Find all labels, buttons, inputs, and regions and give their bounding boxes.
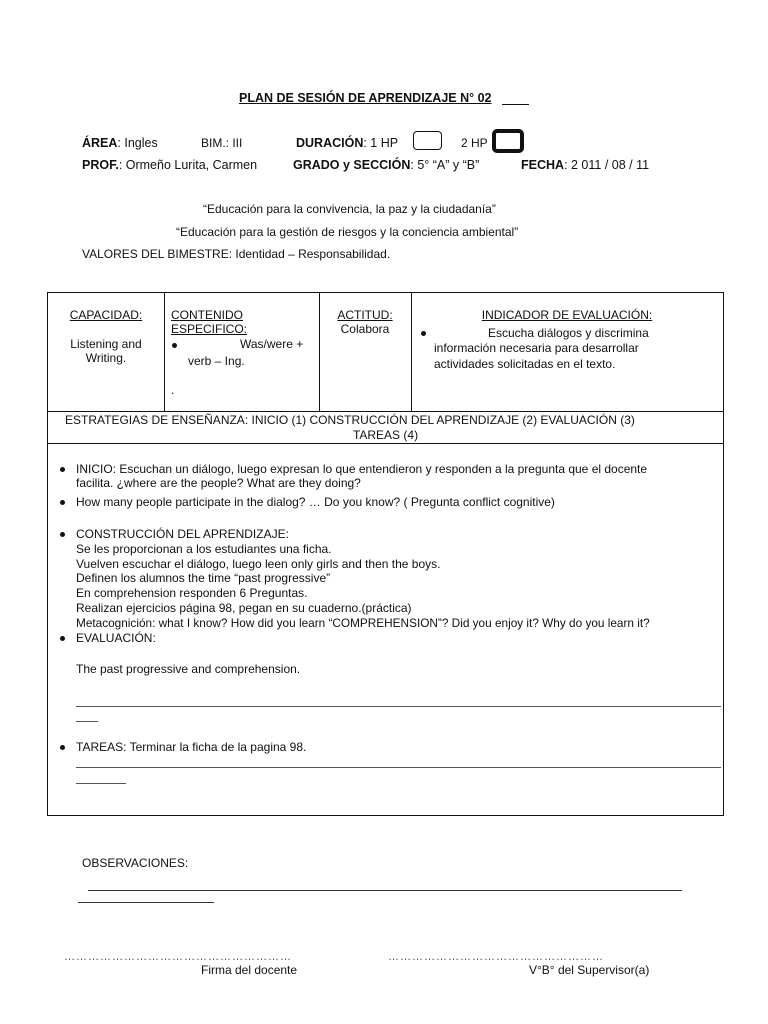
hp1-text: : 1 HP <box>363 136 399 150</box>
duracion-label: DURACIÓN <box>296 136 364 150</box>
valores-bimestre: VALORES DEL BIMESTRE: Identidad – Responsabilidad. <box>82 247 391 261</box>
firma-supervisor-line: ……………………………………………… <box>388 951 604 963</box>
tareas-answer-line-end <box>76 783 126 784</box>
inicio-line-2: facilita. ¿where are the people? What are they doing? <box>76 476 361 490</box>
inicio-question: How many people participate in the dialog? … Do you know? ( Pregunta conflict cognitive) <box>76 495 555 509</box>
construccion-line-4: En comprehension responden 6 Preguntas. <box>76 586 308 600</box>
evaluacion-header: EVALUACIÓN: <box>76 631 156 645</box>
row-divider-1 <box>48 411 723 412</box>
construccion-bullet <box>60 532 65 537</box>
contenido-item-2: verb – Ing. <box>188 354 245 368</box>
indicador-bullet <box>421 331 426 336</box>
observaciones-label: OBSERVACIONES: <box>82 856 189 870</box>
indicador-line-2: información necesaria para desarrollar <box>434 341 639 355</box>
evaluacion-answer-line <box>76 706 721 707</box>
estrategias-line-1: ESTRATEGIAS DE ENSEÑANZA: INICIO (1) CONSTRUCCIÓN DEL APRENDIZAJE (2) EVALUACIÓN (3) <box>65 413 635 427</box>
inicio-question-bullet <box>60 500 65 505</box>
firma-supervisor-label: V°B° del Supervisor(a) <box>529 963 650 977</box>
contenido-item-1: Was/were + <box>240 337 304 351</box>
fecha-value: : 2 011 / 08 / 11 <box>564 158 650 172</box>
firma-docente-label: Firma del docente <box>201 963 298 977</box>
hp2-text: 2 HP <box>461 136 488 150</box>
evaluacion-bullet <box>60 636 65 641</box>
construccion-line-2: Vuelven escuchar el diálogo, luego leen only girls and then the boys. <box>76 557 441 571</box>
indicador-line-3: actividades solicitadas en el texto. <box>434 357 616 371</box>
construccion-line-3: Definen los alumnos the time “past progressive” <box>76 571 331 585</box>
row-divider-2 <box>48 443 723 444</box>
fecha-label: FECHA <box>521 158 565 172</box>
area-label: ÁREA <box>82 136 118 150</box>
construccion-line-5: Realizan ejercicios página 98, pegan en su cuaderno.(práctica) <box>76 601 412 615</box>
construccion-line-6: Metacognición: what I know? How did you learn “COMPREHENSION”? Did you enjoy it? Why do you learn it? <box>76 616 650 630</box>
grado-value: : 5° “A” y “B” <box>410 158 480 172</box>
prof-value: : Ormeño Lurita, Carmen <box>118 158 258 172</box>
indicador-line-1: Escucha diálogos y discrimina <box>488 326 649 340</box>
duracion-field <box>296 136 398 150</box>
contenido-header-1: CONTENIDO <box>171 308 243 322</box>
tareas-text: TAREAS: Terminar la ficha de la pagina 98. <box>76 740 307 754</box>
fecha-field <box>521 158 649 172</box>
area-value: : Ingles <box>117 136 158 150</box>
motto-1: “Educación para la convivencia, la paz y la ciudadanía” <box>203 202 496 216</box>
observaciones-line-2 <box>78 902 214 903</box>
contenido-dot: . <box>171 383 175 397</box>
construccion-line-1: Se les proporcionan a los estudiantes una ficha. <box>76 542 332 556</box>
inicio-bullet <box>60 467 65 472</box>
hp2-checkbox-checked <box>492 129 524 153</box>
capacidad-line-2: Writing. <box>85 351 127 365</box>
motto-2: “Educación para la gestión de riesgos y la conciencia ambiental” <box>176 225 519 239</box>
actitud-header: ACTITUD: <box>337 308 393 322</box>
capacidad-header: CAPACIDAD: <box>69 308 143 322</box>
bim-field: BIM.: III <box>201 136 243 150</box>
session-table <box>47 292 724 816</box>
evaluacion-answer-line-end <box>76 721 98 722</box>
construccion-header: CONSTRUCCIÓN DEL APRENDIZAJE: <box>76 527 289 541</box>
indicador-header: INDICADOR DE EVALUACIÓN: <box>481 308 653 322</box>
prof-label: PROF. <box>82 158 119 172</box>
tareas-bullet <box>60 745 65 750</box>
evaluacion-text: The past progressive and comprehension. <box>76 662 301 676</box>
document-title: PLAN DE SESIÓN DE APRENDIZAJE N° 02 <box>239 91 492 105</box>
area-field <box>82 136 158 150</box>
contenido-header-2: ESPECIFICO: <box>171 322 248 336</box>
inicio-line-1: INICIO: Escuchan un diálogo, luego expresan lo que entendieron y responden a la pregunta que el docente <box>76 462 648 476</box>
contenido-bullet <box>172 343 177 348</box>
title-underline-extension <box>502 104 529 105</box>
firma-docente-line: ………………………………………………… <box>64 951 292 963</box>
hp1-checkbox <box>413 131 442 150</box>
grado-field <box>293 158 479 172</box>
capacidad-line-1: Listening and <box>70 337 142 351</box>
estrategias-line-2: TAREAS (4) <box>352 428 419 442</box>
actitud-value: Colabora <box>340 322 390 336</box>
column-divider-1 <box>164 293 165 411</box>
observaciones-line-1 <box>88 890 682 891</box>
grado-label: GRADO y SECCIÓN <box>293 158 411 172</box>
prof-field <box>82 158 257 172</box>
tareas-answer-line <box>76 767 721 768</box>
